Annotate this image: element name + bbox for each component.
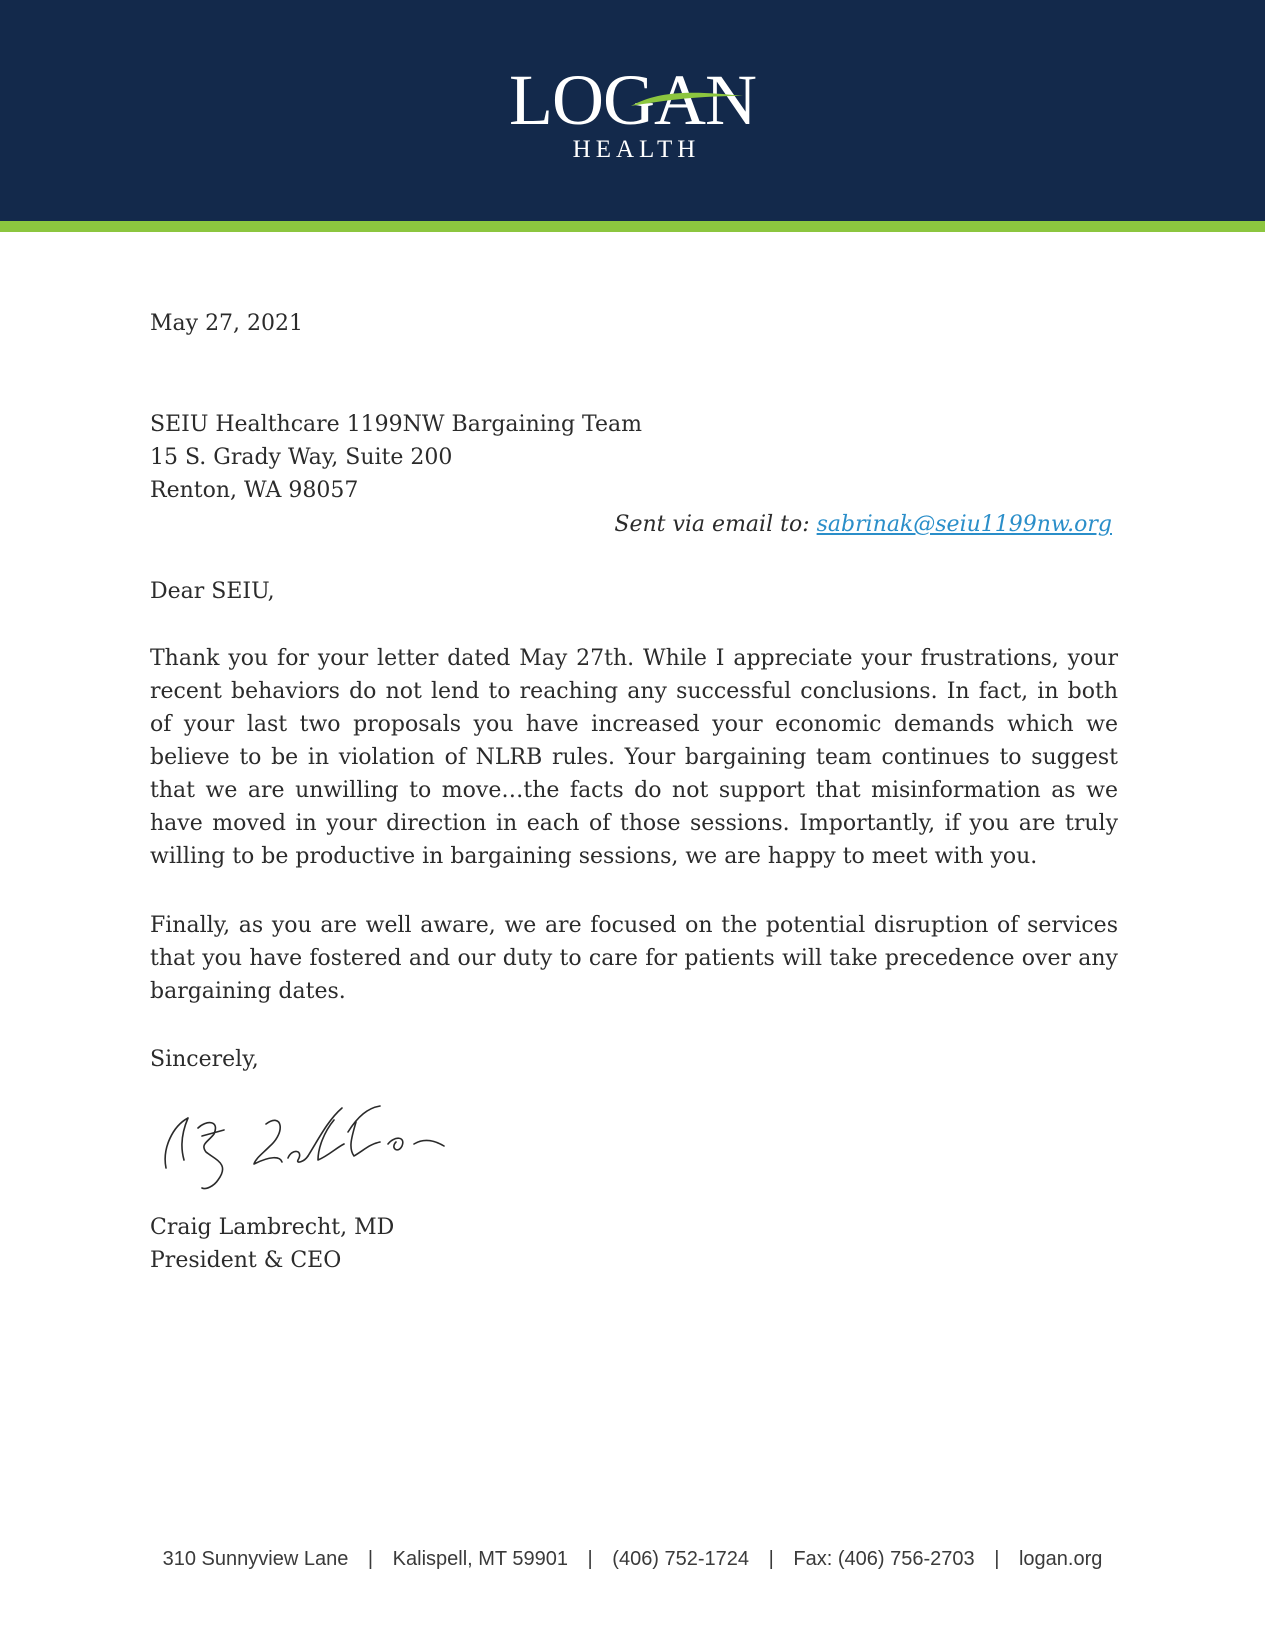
logan-health-logo: [0, 62, 1265, 164]
letterhead-stripe: [0, 221, 1265, 232]
recipient-line-2: 15 S. Grady Way, Suite 200: [150, 445, 453, 470]
sent-via-label: Sent via email to:: [614, 512, 810, 537]
signature-image: [158, 1098, 468, 1208]
footer-city: Kalispell, MT 59901: [392, 1548, 568, 1570]
footer-separator: |: [768, 1548, 774, 1570]
closing: Sincerely,: [150, 1047, 259, 1072]
footer-separator: |: [587, 1548, 593, 1570]
logo-word-text: LOGAN: [509, 60, 756, 140]
footer-street: 310 Sunnyview Lane: [162, 1548, 349, 1570]
letter-date: May 27, 2021: [150, 311, 304, 336]
recipient-line-3: Renton, WA 98057: [150, 478, 359, 503]
logo-subtitle: HEALTH: [572, 136, 701, 163]
footer-website: logan.org: [1018, 1548, 1103, 1570]
recipient-line-1: SEIU Healthcare 1199NW Bargaining Team: [150, 412, 642, 437]
body-paragraph-1: Thank you for your letter dated May 27th. While I appreciate your frustrations, your recent behaviors do not lend to reaching any successful conclusions. In fact, in both of your last two proposals you have increased your economic demands which we believe to be in violation of NLRB rules. Your bargaining team continues to suggest that we are unwilling to move…the facts do not support that misinformation as we have moved in your direction in each of those sessions. Importantly, if you are truly willing to be productive in bargaining sessions, we are happy to meet with you.: [150, 646, 1118, 869]
logo-wordmark: [509, 62, 756, 138]
signer-name: Craig Lambrecht, MD: [150, 1215, 395, 1240]
signer-title: President & CEO: [150, 1248, 342, 1273]
footer-separator: |: [367, 1548, 374, 1570]
body-paragraph-2: Finally, as you are well aware, we are focused on the potential disruption of services that you have fostered and our duty to care for patients will take precedence over any bargaining dates.: [150, 913, 1118, 1004]
recipient-address: [150, 408, 642, 507]
recipient-email-link[interactable]: sabrinak@seiu1199nw.org: [816, 512, 1112, 537]
letterhead-footer: [0, 1548, 1265, 1571]
salutation: Dear SEIU,: [150, 579, 275, 604]
footer-fax: Fax: (406) 756-2703: [793, 1548, 975, 1570]
logo-swoosh-icon: [627, 82, 747, 116]
footer-separator: |: [994, 1548, 1000, 1570]
signer-block: [150, 1211, 394, 1277]
sent-via-email: [614, 508, 1112, 541]
footer-phone: (406) 752-1724: [612, 1548, 750, 1570]
